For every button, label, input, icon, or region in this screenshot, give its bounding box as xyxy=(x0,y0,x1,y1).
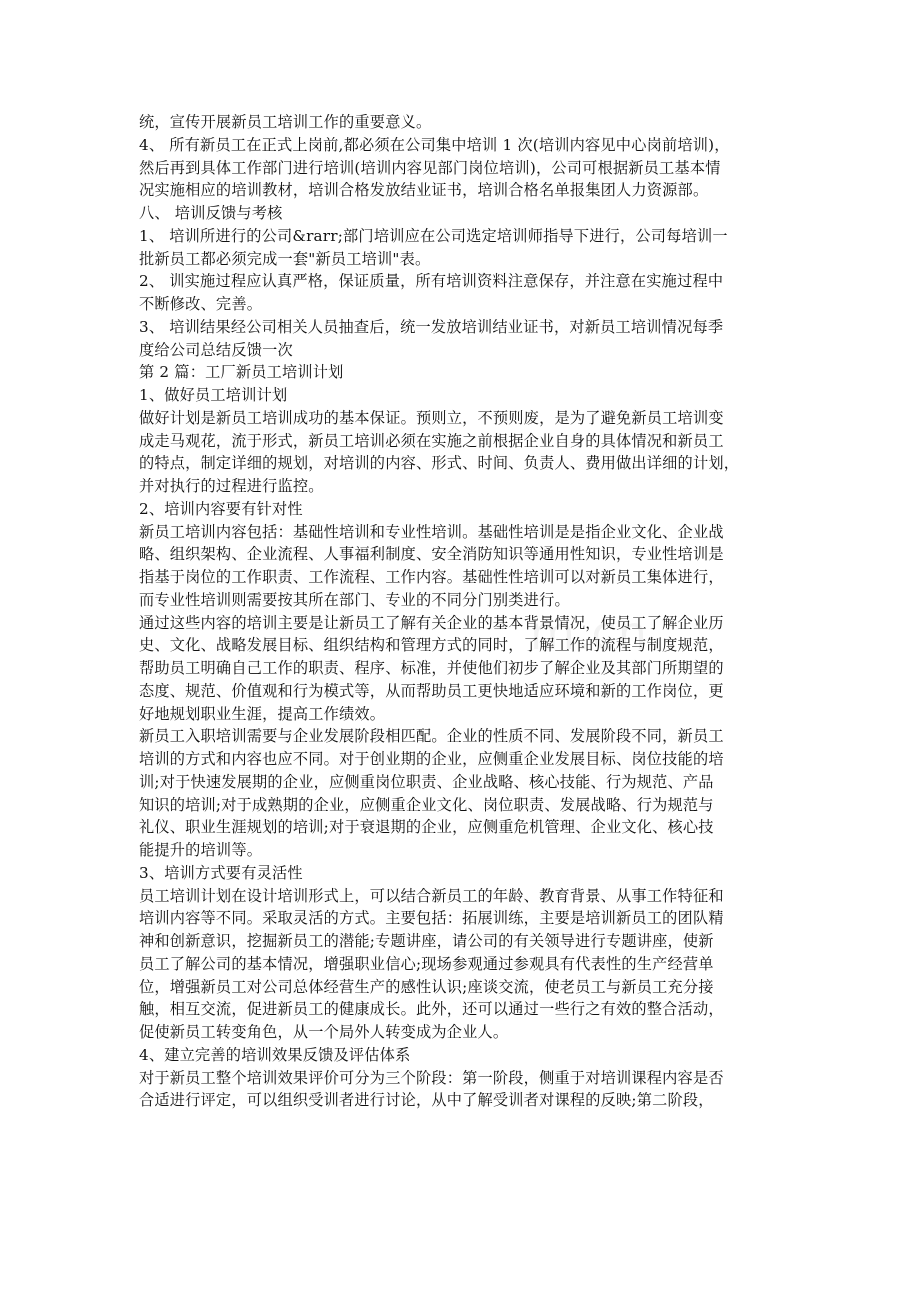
text-line: 成走马观花，流于形式，新员工培训必须在实施之前根据企业自身的具体情况和新员工 xyxy=(139,431,724,450)
document-body xyxy=(139,111,787,1112)
text-line: 培训内容等不同。采取灵活的方式。主要包括：拓展训练，主要是培训新员工的团队精 xyxy=(139,909,724,928)
text-line: 培训的方式和内容也应不同。对于创业期的企业，应侧重企业发展目标、岗位技能的培 xyxy=(139,750,724,768)
text-line: 合适进行评定，可以组织受训者进行讨论，从中了解受训者对课程的反映;第二阶段， xyxy=(139,1091,714,1110)
text-line: 统，宣传开展新员工培训工作的重要意义。 xyxy=(139,113,432,131)
text-line: 位，增强新员工对公司总体经营生产的感性认识;座谈交流，使老员工与新员工充分接 xyxy=(139,977,714,996)
text-line: 好地规划职业生涯，提高工作绩效。 xyxy=(139,704,386,723)
text-line: 帮助员工明确自己工作的职责、程序、标准，并使他们初步了解企业及其部门所期望的 xyxy=(139,659,724,677)
text-line: 指基于岗位的工作职责、工作流程、工作内容。基础性性培训可以对新员工集体进行， xyxy=(139,568,724,586)
text-line: 员工了解公司的基本情况，增强职业信心;现场参观通过参观具有代表性的生产经营单 xyxy=(139,954,714,973)
text-line: 新员工入职培训需要与企业发展阶段相匹配。企业的性质不同、发展阶段不同，新员工 xyxy=(139,727,724,746)
text-line: 而专业性培训则需要按其所在部门、专业的不同分门别类进行。 xyxy=(139,590,570,609)
section-heading: 八、 培训反馈与考核 xyxy=(139,204,283,222)
text-line: 礼仪、职业生涯规划的培训;对于衰退期的企业，应侧重危机管理、企业文化、核心技 xyxy=(139,818,714,837)
text-line: 态度、规范、价值观和行为模式等，从而帮助员工更快地适应环境和新的工作岗位，更 xyxy=(139,681,724,700)
text-line: 新员工培训内容包括：基础性培训和专业性培训。基础性培训是是指企业文化、企业战 xyxy=(139,522,724,541)
section-heading: 1、做好员工培训计划 xyxy=(139,386,288,404)
text-line: 促使新员工转变角色，从一个局外人转变成为企业人。 xyxy=(139,1023,509,1041)
text-line: 做好计划是新员工培训成功的基本保证。预则立，不预则废，是为了避免新员工培训变 xyxy=(139,408,724,427)
text-line: 并对执行的过程进行监控。 xyxy=(139,477,324,495)
text-line: 不断修改、完善。 xyxy=(139,295,263,313)
text-line: 3、 培训结果经公司相关人员抽查后，统一发放培训结业证书，对新员工培训情况每季 xyxy=(139,317,724,336)
section-heading: 4、建立完善的培训效果反馈及评估体系 xyxy=(139,1045,411,1064)
text-line: 然后再到具体工作部门进行培训(培训内容见部门岗位培训)，公司可根据新员工基本情 xyxy=(139,158,721,177)
text-line: 触，相互交流，促进新员工的健康成长。此外，还可以通过一些行之有效的整合活动， xyxy=(139,1000,724,1019)
text-line: 员工培训计划在设计培训形式上，可以结合新员工的年龄、教育背景、从事工作特征和 xyxy=(139,886,724,905)
text-line: 略、组织架构、企业流程、人事福利制度、安全消防知识等通用性知识，专业性培训是 xyxy=(139,545,724,564)
text-line: 训;对于快速发展期的企业，应侧重岗位职责、企业战略、核心技能、行为规范、产品 xyxy=(139,772,714,791)
text-line: 2、 训实施过程应认真严格，保证质量，所有培训资料注意保存，并注意在实施过程中 xyxy=(139,272,724,291)
section-heading: 2、培训内容要有针对性 xyxy=(139,499,303,518)
text-line: 的特点，制定详细的规划，对培训的内容、形式、时间、负责人、费用做出详细的计划， xyxy=(139,454,740,473)
text-line: 4、 所有新员工在正式上岗前,都必须在公司集中培训 1 次(培训内容见中心岗前培训)， xyxy=(139,135,730,154)
text-line: 能提升的培训等。 xyxy=(139,841,263,859)
chapter-heading: 第 2 篇：工厂新员工培训计划 xyxy=(139,363,344,382)
text-line: 对于新员工整个培训效果评价可分为三个阶段：第一阶段，侧重于对培训课程内容是否 xyxy=(139,1068,724,1087)
text-line: 况实施相应的培训教材，培训合格发放结业证书，培训合格名单报集团人力资源部。 xyxy=(139,181,709,200)
text-line: 1、 培训所进行的公司&rarr;部门培训应在公司选定培训师指导下进行，公司每培训一 xyxy=(139,226,728,245)
text-line: 通过这些内容的培训主要是让新员工了解有关企业的基本背景情况，使员工了解企业历 xyxy=(139,613,724,632)
text-line: 度给公司总结反馈一次 xyxy=(139,340,293,359)
text-line: 知识的培训;对于成熟期的企业，应侧重企业文化、岗位职责、发展战略、行为规范与 xyxy=(139,795,714,814)
section-heading: 3、培训方式要有灵活性 xyxy=(139,863,303,882)
text-line: 神和创新意识，挖掘新员工的潜能;专题讲座，请公司的有关领导进行专题讲座，使新 xyxy=(139,932,714,950)
text-line: 史、文化、战略发展目标、组织结构和管理方式的同时，了解工作的流程与制度规范， xyxy=(139,636,724,655)
text-line: 批新员工都必须完成一套"新员工培训"表。 xyxy=(139,249,431,268)
